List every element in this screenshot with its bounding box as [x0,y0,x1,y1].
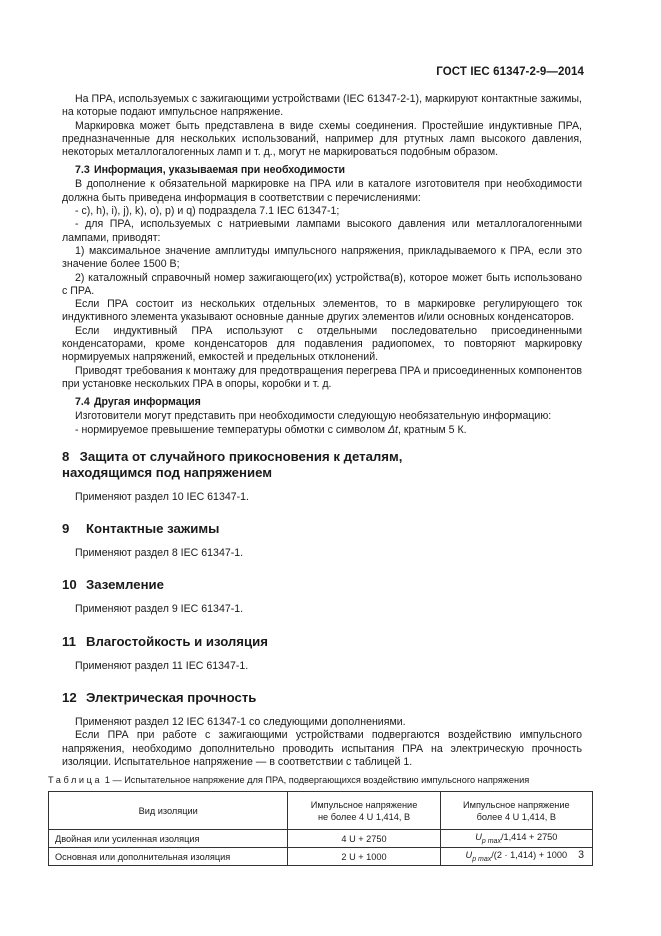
section-number: 12 [62,690,77,706]
section-title-line1: Защита от случайного прикосновения к деталям, [79,448,403,464]
u-symbol: U [475,832,482,843]
section-7-4-heading [75,396,582,408]
section-title: Другая информация [94,396,201,409]
table-caption [48,775,593,785]
paragraph: На ПРА, используемых с зажигающими устройствами (IEC 61347-2-1), маркируют контактные зажимы, на которые подают импульсное напряжение. [62,93,582,119]
section-title-line2: находящимся под напряжением [62,464,272,480]
table-caption-label: Таблица [48,775,103,786]
paragraph: Если индуктивный ПРА используют с отдельными последовательно присоединенными конденсаторами, кроме конденсаторов для подавления радиопомех, то повторяют маркировку нормируемых напряжений, емкостей и предельных отклонений. [62,324,582,364]
list-item: - для ПРА, используемых с натриевыми лампами высокого давления или металлогалогенными лампами, приводят: [62,218,582,244]
list-item-text-end: , кратным 5 К. [398,423,467,436]
paragraph: Маркировка может быть представлена в виде схемы соединения. Простейшие индуктивные ПРА, предназначенные для нескольких использований, например для ртутных ламп высокого давления, некоторых металлогалогенных ламп и т. д., могут не маркироваться подобным образом. [62,119,582,159]
paragraph: Применяют раздел 8 IEC 61347-1. [75,547,244,560]
document-body [48,93,582,866]
section-number: 11 [62,633,76,649]
u-subscript: p max [472,856,492,864]
section-title: Электрическая прочность [86,690,257,706]
paragraph: Применяют раздел 9 IEC 61347-1. [75,603,244,616]
list-item-text: - нормируемое превышение температуры обмотки с символом [75,423,385,436]
table-caption-text: 1 — Испытательное напряжение для ПРА, подвергающихся воздействию импульсного напряжения [102,775,530,786]
formula-rest: /(2 · 1,414) + 1000 [491,850,568,861]
paragraph: Применяют раздел 12 IEC 61347-1 со следующими дополнениями. [75,716,406,729]
header-line: Импульсное напряжение [310,799,418,810]
section-number: 7.3 [75,164,90,177]
page-number: 3 [578,849,584,861]
table-row [49,848,593,866]
section-11-heading [62,634,582,650]
table-header-row [49,792,593,830]
cell-insulation-type: Основная или дополнительная изоляция [49,848,288,866]
section-10-heading [62,577,582,593]
section-title: Информация, указываемая при необходимости [94,164,346,177]
section-number: 7.4 [75,396,90,409]
paragraph: В дополнение к обязательной маркировке на ПРА или в каталоге изготовителя при необходимости должна быть приведена информация в соответствии с перечислениями: [62,178,582,204]
section-title: Влагостойкость и изоляция [86,633,268,649]
section-number: 8 [62,448,70,464]
list-item: - c), h), i), j), k), o), p) и q) подраздела 7.1 IEC 61347-1; [75,205,340,218]
header-insulation-type: Вид изоляции [49,792,288,830]
test-voltage-table [48,791,593,866]
section-8-heading [62,449,582,481]
u-symbol: U [465,850,473,861]
table-row [49,830,593,848]
u-subscript: p max [481,838,501,846]
section-title: Контактные зажимы [86,521,220,537]
cell-voltage-high [440,830,592,848]
section-9-heading [62,521,582,537]
list-item: 2) каталожный справочный номер зажигающего(их) устройства(в), которое может быть использовано с ПРА. [62,271,582,297]
list-item [62,424,582,437]
cell-voltage-low: 2 U + 1000 [288,848,440,866]
header-line: более 4 U 1,414, В [476,811,557,822]
header-line: не более 4 U 1,414, В [317,811,411,822]
list-item: 1) максимальное значение амплитуды импульсного напряжения, прикладываемого к ПРА, если это значение более 1500 В; [62,244,582,271]
cell-voltage-low: 4 U + 2750 [288,830,440,848]
paragraph: Если ПРА состоит из нескольких отдельных элементов, то в маркировке регулирующего ток индуктивного элемента указывают основные данные других элементов и/или основных конденсаторов. [62,298,582,324]
paragraph: Применяют раздел 11 IEC 61347-1. [75,659,249,672]
section-title: Заземление [86,577,164,593]
header-line: Импульсное напряжение [463,799,570,810]
formula-rest: /1,414 + 2750 [500,832,558,843]
document-code-header: ГОСТ IEC 61347-2-9—2014 [436,66,584,78]
header-pulse-voltage-high [440,792,592,830]
cell-voltage-high [440,848,592,866]
paragraph: Если ПРА при работе с зажигающими устройствами подвергаются воздействию импульсного напряжения, необходимо дополнительно проводить испытания ПРА на электрическую прочность изоляции. Испытательное напряжение — в соответствии с таблицей 1. [62,729,582,768]
section-7-3-heading [75,164,582,176]
header-pulse-voltage-low [288,792,440,830]
section-number: 9 [62,521,70,537]
paragraph: Изготовители могут представить при необходимости следующую необязательную информацию: [75,410,552,423]
section-12-heading [62,690,582,706]
section-number: 10 [62,577,77,593]
cell-insulation-type: Двойная или усиленная изоляция [49,830,288,848]
paragraph: Применяют раздел 10 IEC 61347-1. [75,490,249,503]
paragraph: Приводят требования к монтажу для предотвращения перегрева ПРА и присоединенных компонентов при установке нескольких ПРА в опоры, коробки и т. д. [62,364,582,390]
delta-t-symbol: Δt [387,423,399,436]
